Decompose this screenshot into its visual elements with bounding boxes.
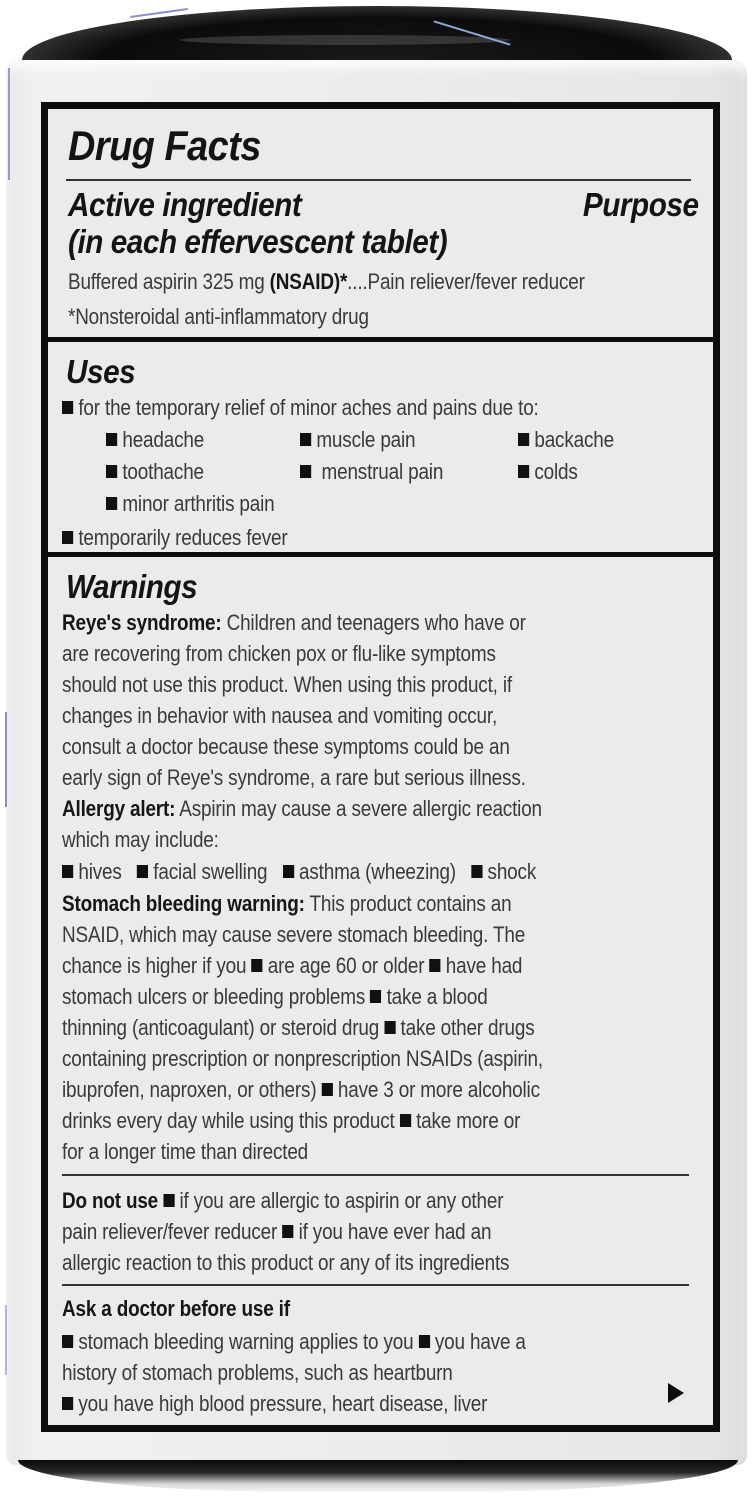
bullet-icon — [518, 465, 529, 478]
uses-section — [48, 342, 713, 552]
stomach-line-8: drinks every day while using this product take more or — [62, 1108, 521, 1133]
warnings-rule — [62, 1174, 689, 1176]
box-edge-accent — [5, 1305, 7, 1375]
arrow-right-icon — [668, 1383, 684, 1403]
ingredient-footnote: *Nonsteroidal anti-inflammatory drug — [68, 304, 369, 329]
bullet-icon — [62, 401, 73, 414]
bullet-icon — [471, 865, 482, 878]
warnings-section — [48, 557, 713, 1418]
active-ingredient-section — [48, 109, 713, 337]
bullet-icon — [300, 433, 311, 446]
reyes-line-3: should not use this product. When using this product, if — [62, 672, 512, 697]
use-condition-colds: colds — [518, 456, 578, 487]
use-condition-menstrual-pain: menstrual pain — [300, 456, 443, 487]
bullet-icon — [62, 1335, 73, 1348]
uses-heading: Uses — [66, 353, 136, 390]
bullet-icon — [384, 1021, 395, 1034]
use-condition-arthritis: minor arthritis pain — [106, 488, 275, 519]
stomach-line-9: for a longer time than directed — [62, 1139, 309, 1164]
ingredient-name: Buffered aspirin 325 mg — [68, 269, 265, 294]
bullet-icon — [322, 1083, 333, 1096]
use-condition-muscle-pain: muscle pain — [300, 424, 415, 455]
bullet-icon — [62, 865, 73, 878]
bullet-icon — [419, 1335, 430, 1348]
reyes-label: Reye's syndrome: — [62, 610, 222, 635]
ask-doctor-line-1: stomach bleeding warning applies to you you have a — [62, 1326, 526, 1357]
purpose-heading: Purpose — [583, 186, 699, 223]
allergy-line-2: which may include: — [62, 827, 219, 852]
do-not-use-line-2: pain reliever/fever reducer if you have ever had an — [62, 1219, 492, 1244]
stomach-line-7: ibuprofen, naproxen, or others) have 3 or more alcoholic — [62, 1077, 540, 1102]
drug-facts-title: Drug Facts — [68, 122, 261, 169]
do-not-use-rule — [62, 1284, 689, 1286]
ingredient-class: (NSAID)* — [269, 269, 348, 294]
ingredient-purpose: Pain reliever/fever reducer — [367, 269, 585, 294]
ask-doctor-line-3: you have high blood pressure, heart disease, liver — [62, 1388, 487, 1419]
stomach-line-6: containing prescription or nonprescription NSAIDs (aspirin, — [62, 1046, 543, 1071]
bullet-icon — [251, 959, 262, 972]
reyes-line-6: early sign of Reye's syndrome, a rare but serious illness. — [62, 765, 526, 790]
reyes-line-1: Reye's syndrome: Children and teenagers who have or — [62, 610, 526, 635]
ingredient-row — [68, 266, 585, 297]
ask-doctor-line-2: history of stomach problems, such as heartburn — [62, 1360, 453, 1385]
do-not-use-label: Do not use — [62, 1188, 159, 1213]
stomach-line-4: stomach ulcers or bleeding problems take a blood — [62, 984, 488, 1009]
stomach-line-5: thinning (anticoagulant) or steroid drug take other drugs — [62, 1015, 535, 1040]
allergy-line-1: Allergy alert: Aspirin may cause a severe allergic reaction — [62, 796, 542, 821]
use-condition-backache: backache — [518, 424, 614, 455]
title-rule — [66, 179, 691, 181]
bullet-icon — [137, 865, 148, 878]
reyes-line-4: changes in behavior with nausea and vomiting occur, — [62, 703, 498, 728]
bullet-icon — [62, 531, 73, 544]
stomach-label: Stomach bleeding warning: — [62, 891, 305, 916]
leader-dots: .... — [347, 269, 368, 294]
bullet-icon — [518, 433, 529, 446]
do-not-use-line-1: Do not use if you are allergic to aspirin or any other — [62, 1188, 504, 1213]
active-ingredient-heading: Active ingredient — [68, 186, 302, 223]
bullet-icon — [283, 865, 294, 878]
box-bottom-flap — [18, 1460, 738, 1492]
drug-facts-panel — [41, 102, 720, 1432]
stomach-line-2: NSAID, which may cause severe stomach bleeding. The — [62, 922, 526, 947]
box-edge-accent — [5, 712, 7, 807]
bullet-icon — [106, 433, 117, 446]
uses-intro: for the temporary relief of minor aches and pains due to: — [62, 392, 539, 423]
bullet-icon — [370, 990, 381, 1003]
allergy-label: Allergy alert: — [62, 796, 176, 821]
bullet-icon — [400, 1114, 411, 1127]
bullet-icon — [429, 959, 440, 972]
uses-fever: temporarily reduces fever — [62, 522, 288, 553]
bullet-icon — [163, 1194, 174, 1207]
bullet-icon — [300, 465, 311, 478]
reyes-line-5: consult a doctor because these symptoms could be an — [62, 734, 510, 759]
box-top-flap-highlight — [180, 35, 510, 45]
bullet-icon — [106, 465, 117, 478]
ask-doctor-heading: Ask a doctor before use if — [62, 1296, 290, 1321]
box-edge-accent — [8, 68, 10, 180]
use-condition-toothache: toothache — [106, 456, 204, 487]
reyes-line-2: are recovering from chicken pox or flu-like symptoms — [62, 641, 496, 666]
bullet-icon — [106, 497, 117, 510]
stomach-line-1: Stomach bleeding warning: This product contains an — [62, 891, 512, 916]
box-top-flap — [22, 6, 732, 60]
do-not-use-line-3: allergic reaction to this product or any of its ingredients — [62, 1250, 510, 1275]
warnings-heading: Warnings — [66, 568, 198, 605]
bullet-icon — [282, 1225, 293, 1238]
bullet-icon — [62, 1397, 73, 1410]
use-condition-headache: headache — [106, 424, 204, 455]
active-ingredient-subheading: (in each effervescent tablet) — [68, 223, 448, 260]
allergy-reactions: hives facial swelling asthma (wheezing) shock — [62, 856, 536, 887]
stomach-line-3: chance is higher if you are age 60 or older have had — [62, 953, 523, 978]
